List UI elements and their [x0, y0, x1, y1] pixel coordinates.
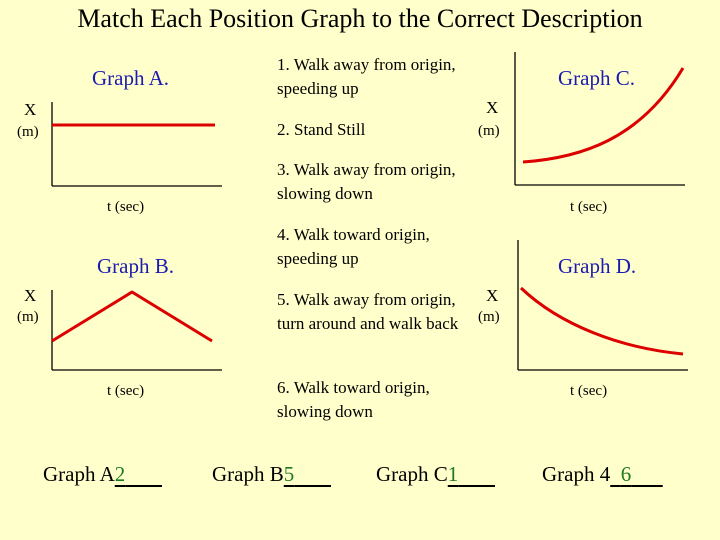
answer-graph-a-value: 2	[114, 462, 126, 486]
answer-graph-c-value: 1	[447, 462, 459, 486]
graph-d-y-axis-label: X	[486, 286, 499, 305]
graph-a-x-axis-label: t (sec)	[107, 199, 145, 215]
graph-a-y-axis-label: X	[24, 100, 37, 119]
graph-d-curve	[521, 288, 683, 354]
graph-b-x-axis-label: t (sec)	[107, 383, 145, 399]
description-1: 1. Walk away from origin, speeding up	[277, 55, 456, 98]
answer-graph-b-value: 5	[283, 462, 295, 486]
description-6: 6. Walk toward origin, slowing down	[277, 378, 430, 421]
graph-c-curve	[523, 68, 683, 162]
answer-graph-b-label: Graph B	[212, 462, 284, 486]
description-2: 2. Stand Still	[277, 120, 366, 139]
answer-graph-c-label: Graph C	[376, 462, 448, 486]
graph-d-y-unit: (m)	[478, 309, 500, 325]
graph-c-title: Graph C.	[558, 66, 635, 90]
graph-b-y-axis-label: X	[24, 286, 37, 305]
graph-d-x-axis-label: t (sec)	[570, 383, 608, 399]
graph-b-y-unit: (m)	[17, 309, 39, 325]
graph-a-title: Graph A.	[92, 66, 169, 90]
graph-a-y-unit: (m)	[17, 124, 39, 140]
description-5: 5. Walk away from origin, turn around and walk back	[277, 290, 459, 333]
description-4: 4. Walk toward origin, speeding up	[277, 225, 430, 268]
description-3: 3. Walk away from origin, slowing down	[277, 160, 456, 203]
graph-c-y-unit: (m)	[478, 123, 500, 139]
answer-graph-a-label: Graph A	[43, 462, 115, 486]
graph-b-curve	[52, 292, 212, 341]
page-title: Match Each Position Graph to the Correct Description	[77, 4, 643, 33]
graph-c-x-axis-label: t (sec)	[570, 199, 608, 215]
graph-c-y-axis-label: X	[486, 98, 499, 117]
graph-d-title: Graph D.	[558, 254, 637, 278]
graph-b-title: Graph B.	[97, 254, 174, 278]
answer-graph-4-label: Graph 4	[542, 462, 611, 486]
answer-graph-4-value: 6	[620, 462, 632, 486]
